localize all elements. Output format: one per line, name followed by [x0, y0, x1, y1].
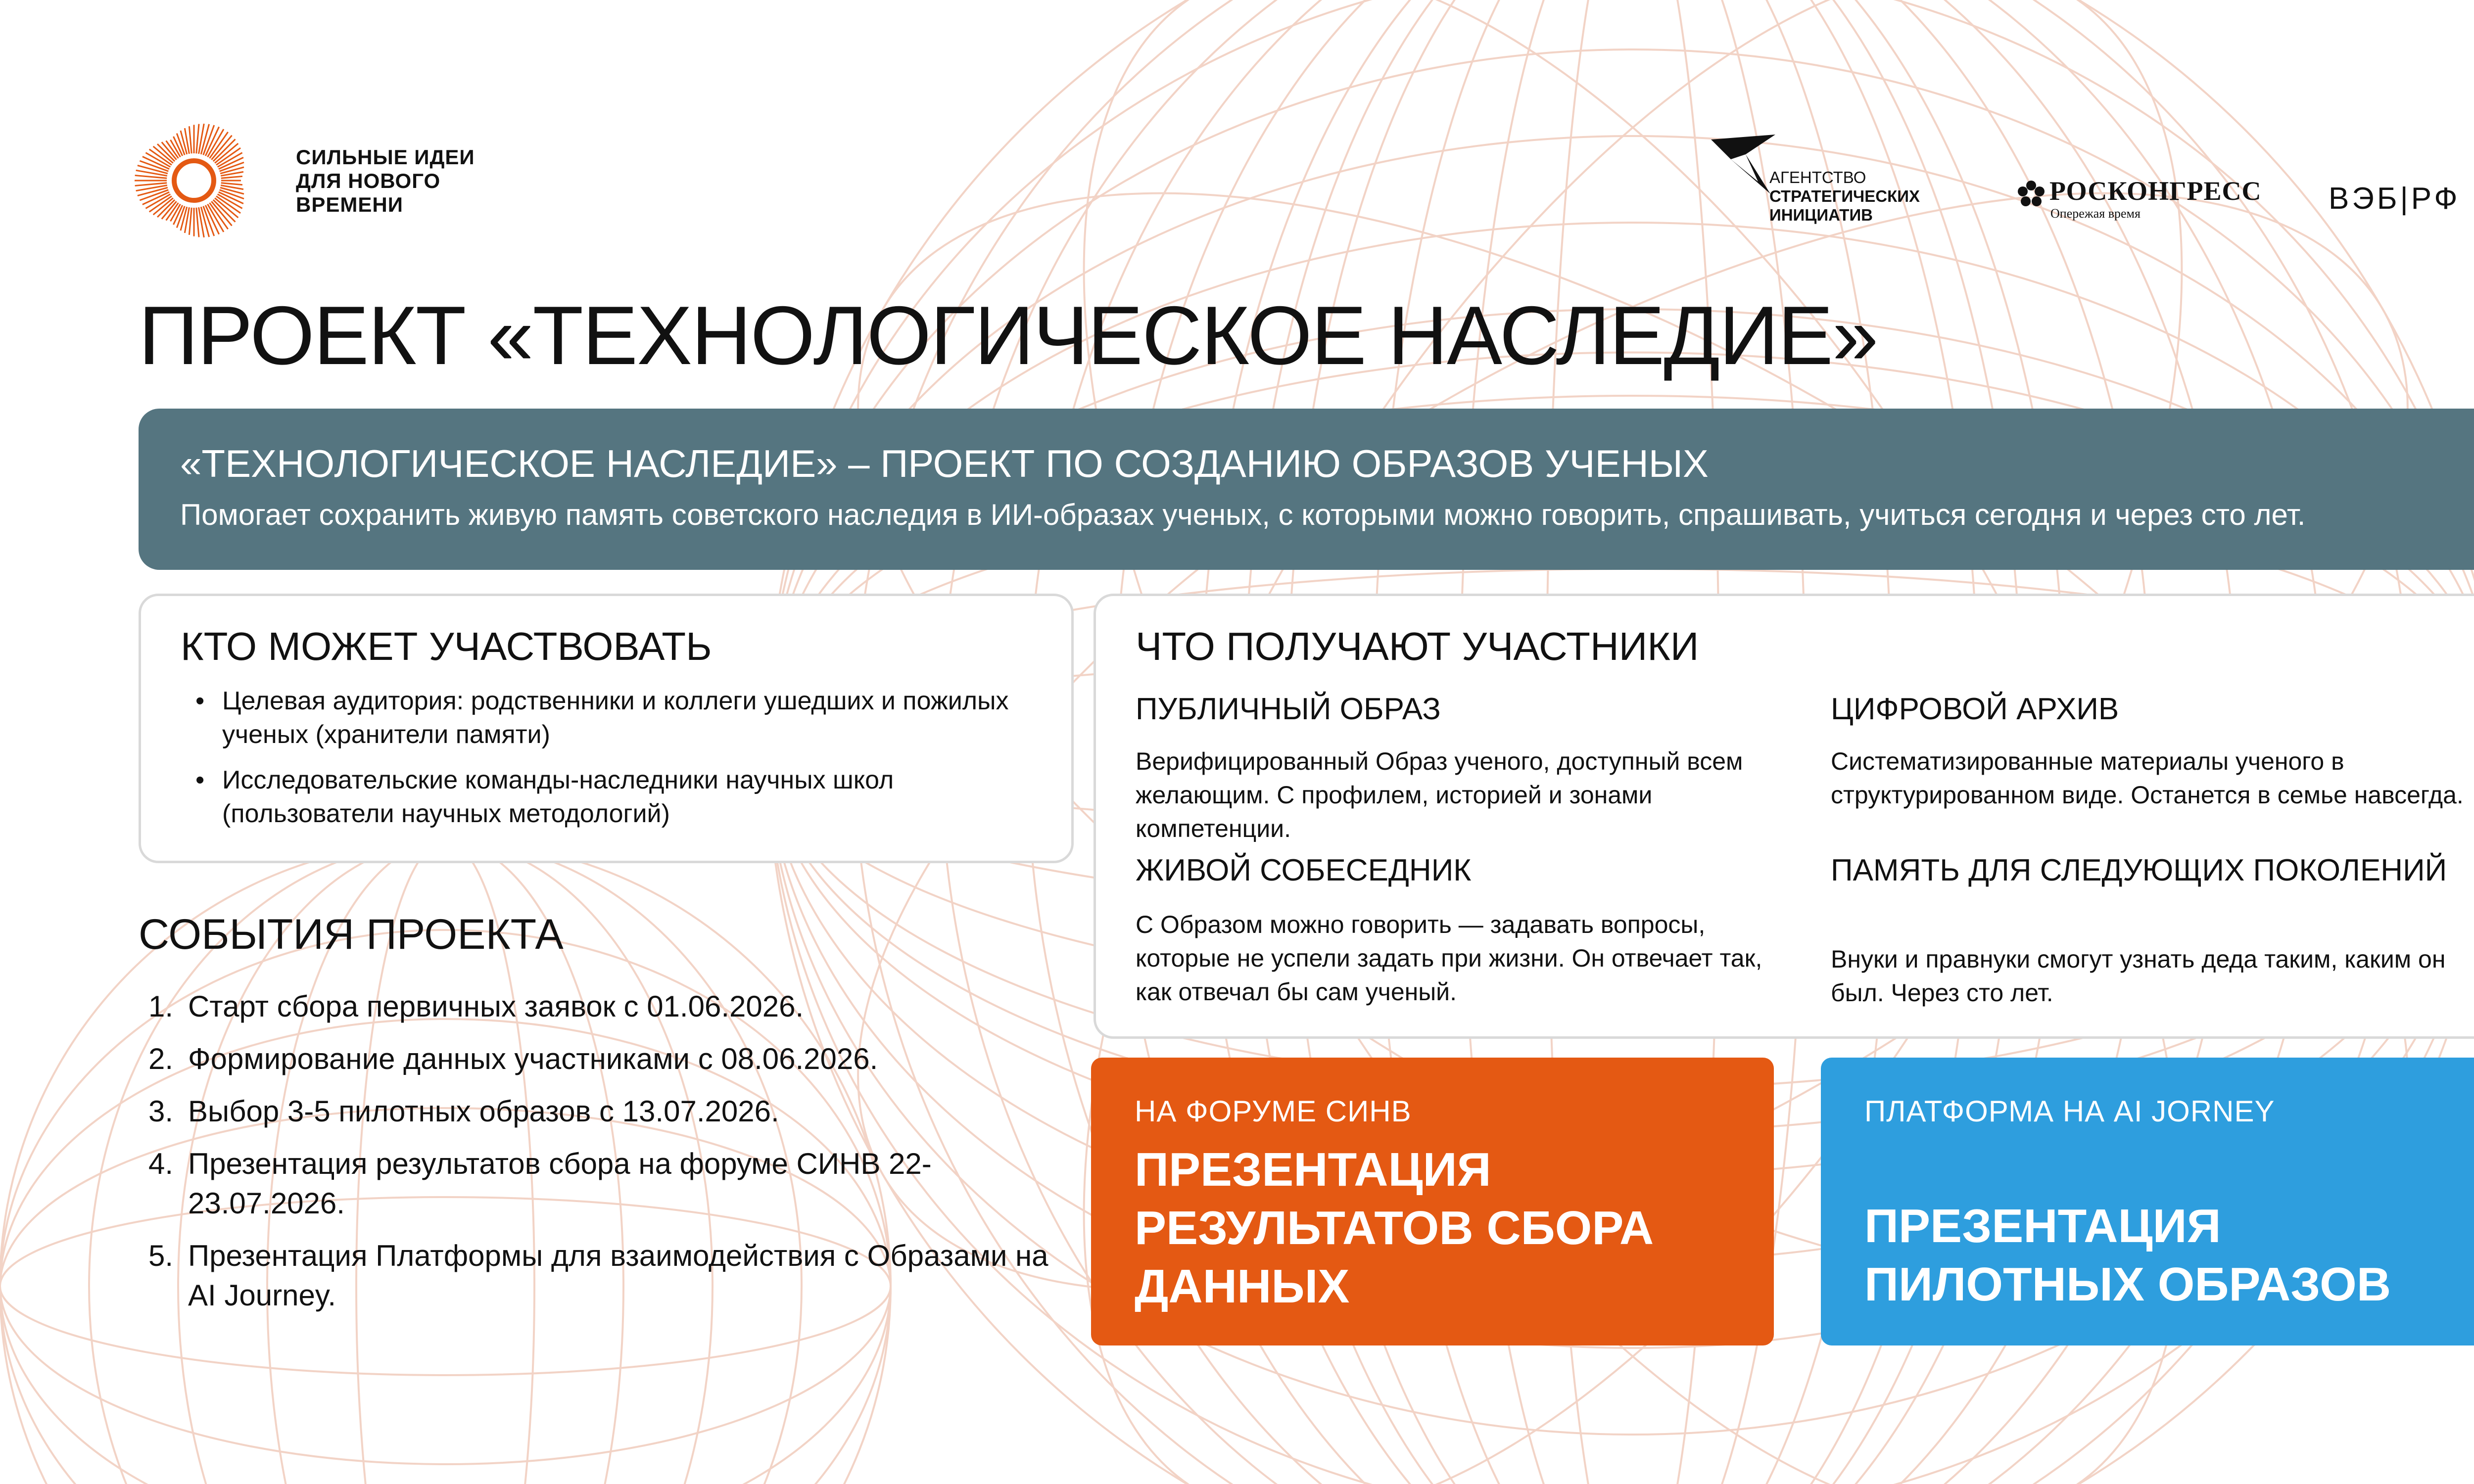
gain-item-text: С Образом можно говорить — задавать вопросы, которые не успели задать при жизни. Он отвечает так, как отвечал бы сам ученый.	[1136, 911, 1762, 1006]
roscongress-tagline: Опережая время	[2050, 206, 2141, 221]
who-can-participate-card	[139, 594, 1074, 863]
events-title: СОБЫТИЯ ПРОЕКТА	[139, 911, 564, 958]
gain-item-text: Внуки и правнуки смогут узнать деда таким, каким он был. Через сто лет.	[1831, 945, 2446, 1007]
roscongress-name: РОСКОНГРЕСС	[2049, 176, 2262, 206]
asi-line-3: ИНИЦИАТИВ	[1769, 206, 1873, 224]
brand-line-3: ВРЕМЕНИ	[296, 193, 403, 216]
event-text: Старт сбора первичных заявок с 01.06.2026.	[188, 990, 804, 1023]
tile-headline	[1864, 1197, 2391, 1314]
gain-item-text: Верифицированный Образ ученого, доступный всем желающим. С профилем, историей и зонами компетенции.	[1136, 747, 1743, 842]
event-text: Формирование данных участниками с 08.06.2026.	[188, 1042, 878, 1075]
event-number: 4.	[148, 1147, 174, 1180]
sun-logo-icon	[135, 104, 273, 242]
list-item	[139, 1236, 1064, 1315]
list-item	[139, 987, 1064, 1026]
gain-item-text: Систематизированные материалы ученого в структурированном виде. Останется в семье навсегда.	[1831, 747, 2464, 809]
event-text: Выбор 3-5 пилотных образов с 13.07.2026.	[188, 1095, 779, 1128]
what-participants-get-card	[1094, 594, 2474, 1039]
brand-line-2: ДЛЯ НОВОГО	[296, 169, 441, 192]
gain-card-title: ЧТО ПОЛУЧАЮТ УЧАСТНИКИ	[1136, 624, 1699, 668]
platform-presentation-tile	[1821, 1058, 2474, 1345]
gain-item-title: ПАМЯТЬ ДЛЯ СЛЕДУЮЩИХ ПОКОЛЕНИЙ	[1831, 853, 2447, 887]
banner-subtitle: Помогает сохранить живую память советского наследия в ИИ-образах ученых, с которыми можно говорить, спрашивать, учиться сегодня и через сто лет.	[180, 498, 2306, 531]
event-number: 1.	[148, 990, 174, 1023]
brand-line-1: СИЛЬНЫЕ ИДЕИ	[296, 145, 475, 169]
veb-rf-logo: ВЭБ|РФ	[2329, 182, 2461, 216]
gain-item-title: ЦИФРОВОЙ АРХИВ	[1831, 692, 2119, 726]
tile-headline-line: ПРЕЗЕНТАЦИЯ	[1864, 1200, 2221, 1252]
gain-item-title: ПУБЛИЧНЫЙ ОБРАЗ	[1136, 692, 1441, 726]
who-card-title: КТО МОЖЕТ УЧАСТВОВАТЬ	[181, 624, 712, 668]
event-number: 2.	[148, 1042, 174, 1075]
tile-headline-line: ПРЕЗЕНТАЦИЯ	[1135, 1143, 1491, 1196]
list-item	[139, 1144, 1064, 1223]
roscongress-logo	[2016, 176, 2262, 230]
list-item: • Исследовательские команды-наследники научных школ (пользователи научных методологий)	[195, 763, 1017, 831]
banner-title: «ТЕХНОЛОГИЧЕСКОЕ НАСЛЕДИЕ» – ПРОЕКТ ПО СОЗДАНИЮ ОБРАЗОВ УЧЕНЫХ	[180, 442, 1709, 485]
list-item	[139, 1092, 1064, 1131]
who-list	[195, 684, 1017, 842]
project-banner	[139, 409, 2474, 570]
list-item: • Целевая аудитория: родственники и коллеги ушедших и пожилых ученых (хранители памяти)	[195, 684, 1017, 751]
tile-headline-line: ДАННЫХ	[1135, 1260, 1350, 1313]
asi-logo	[1711, 135, 1929, 229]
asi-line-1: АГЕНТСТВО	[1769, 168, 1866, 186]
list-item	[139, 1039, 1064, 1079]
event-text: Презентация Платформы для взаимодействия с Образами на AI Journey.	[188, 1239, 1048, 1312]
asi-name	[1769, 168, 1920, 225]
gain-item-title: ЖИВОЙ СОБЕСЕДНИК	[1136, 853, 1472, 887]
events-list	[139, 987, 1064, 1328]
roscongress-flower-icon	[2016, 179, 2046, 209]
tile-subtitle: НА ФОРУМЕ СИНВ	[1135, 1095, 1412, 1128]
tile-headline-line: РЕЗУЛЬТАТОВ СБОРА	[1135, 1202, 1654, 1254]
tile-headline	[1135, 1141, 1654, 1316]
tile-subtitle: ПЛАТФОРМА НА AI JORNEY	[1864, 1095, 2275, 1128]
asi-line-2: СТРАТЕГИЧЕСКИХ	[1769, 187, 1920, 205]
event-text: Презентация результатов сбора на форуме СИНВ 22-23.07.2026.	[188, 1147, 932, 1220]
forum-presentation-tile	[1091, 1058, 1774, 1345]
event-number: 3.	[148, 1095, 174, 1128]
event-number: 5.	[148, 1239, 174, 1272]
page-title: ПРОЕКТ «ТЕХНОЛОГИЧЕСКОЕ НАСЛЕДИЕ»	[139, 289, 1878, 382]
brand-tagline	[296, 145, 475, 217]
tile-headline-line: ПИЛОТНЫХ ОБРАЗОВ	[1864, 1258, 2391, 1311]
